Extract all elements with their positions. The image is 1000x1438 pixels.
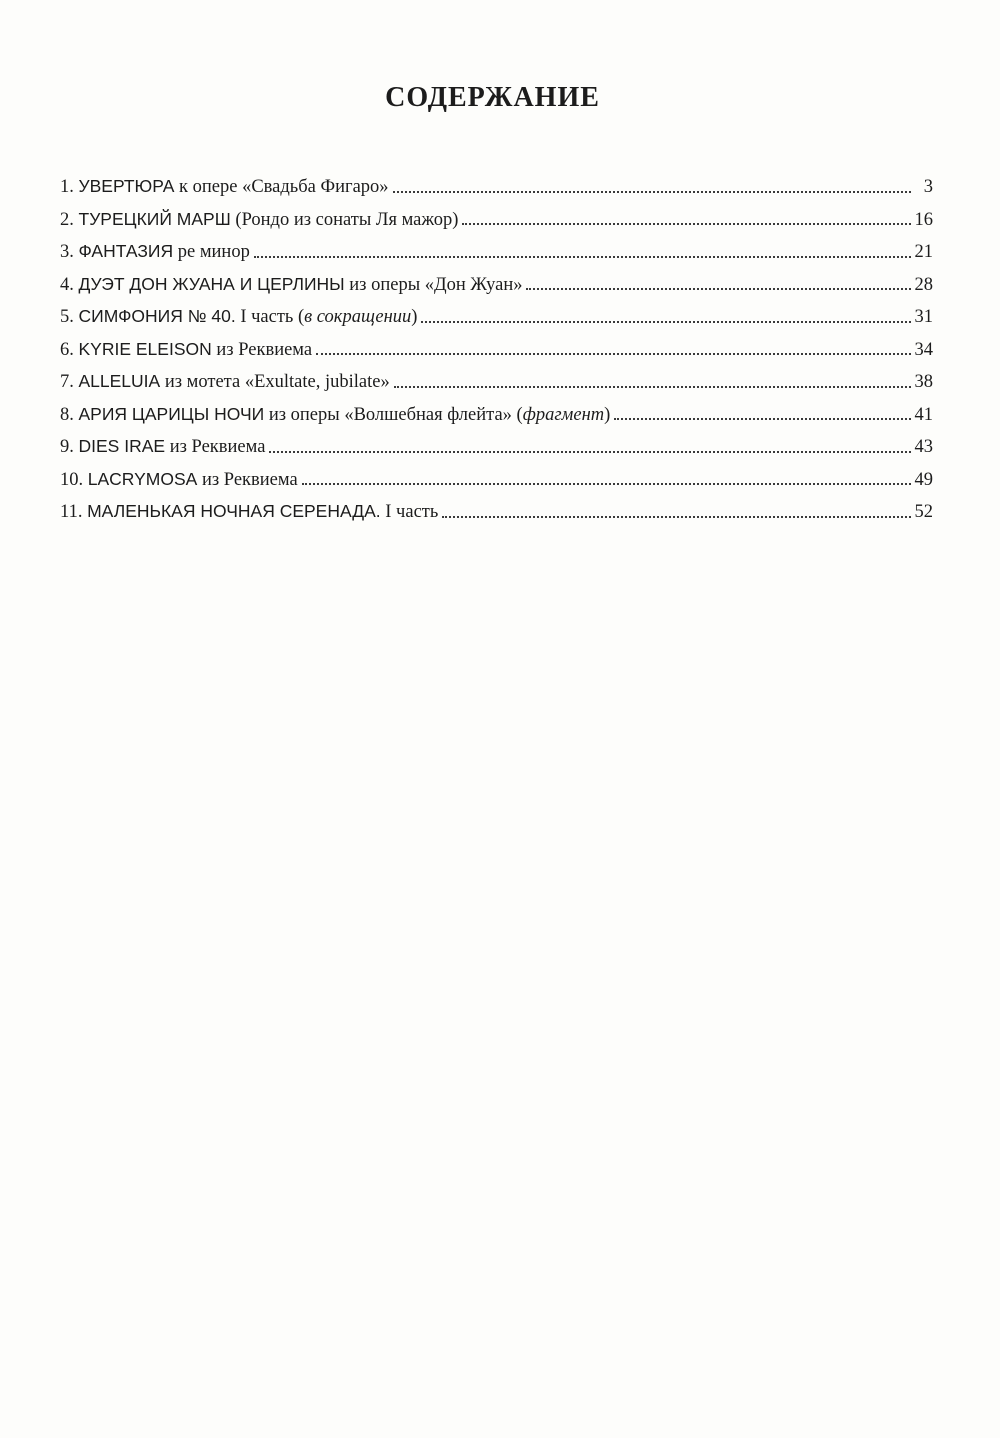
entry-number: 1. <box>60 177 74 197</box>
entry-subtitle: из мотета «Exultate, jubilate» <box>160 372 390 392</box>
entry-number: 11. <box>60 502 83 522</box>
entry-number: 6. <box>60 339 74 360</box>
entry-subtitle: из оперы «Волшебная флейта» ( <box>264 404 523 425</box>
toc-entry-text <box>60 270 522 299</box>
toc-entry <box>60 465 933 498</box>
page-title: СОДЕРЖАНИЕ <box>385 82 600 113</box>
entry-number: 2. <box>60 209 74 230</box>
entry-number: 4. <box>60 274 74 295</box>
dot-leader <box>421 321 910 323</box>
entry-page-number: 41 <box>914 404 933 425</box>
toc-entry-text <box>60 497 438 526</box>
entry-subtitle-italic: фрагмент <box>522 404 605 425</box>
entry-title: УВЕРТЮРА <box>78 176 175 196</box>
dot-leader <box>394 386 911 388</box>
toc-entry-text <box>60 302 417 331</box>
entry-number: 8. <box>60 404 74 425</box>
toc-entry <box>60 237 933 270</box>
entry-title: ТУРЕЦКИЙ МАРШ <box>78 208 231 229</box>
entry-page-number: 31 <box>914 307 933 327</box>
toc-entry <box>60 302 933 335</box>
toc-entry-text <box>60 335 312 364</box>
dot-leader <box>526 288 910 290</box>
toc-entry <box>60 205 933 238</box>
entry-subtitle-italic: в сокращении <box>304 307 412 327</box>
entry-title: DIES IRAE <box>78 436 166 456</box>
dot-leader <box>393 191 911 193</box>
toc-entry <box>60 367 933 400</box>
entry-number: 9. <box>60 437 74 457</box>
entry-number: 7. <box>60 372 74 392</box>
entry-number: 3. <box>60 242 74 262</box>
table-of-contents <box>60 172 933 530</box>
entry-number: 5. <box>60 307 74 327</box>
entry-page-number: 16 <box>914 209 933 230</box>
toc-entry-text <box>60 400 610 429</box>
dot-leader <box>462 223 910 225</box>
dot-leader <box>442 516 910 518</box>
entry-subtitle: I часть <box>380 502 439 522</box>
toc-entry-text <box>60 172 389 201</box>
entry-subtitle: ре минор <box>173 242 250 262</box>
entry-page-number: 21 <box>914 242 933 262</box>
entry-page-number: 52 <box>914 502 933 522</box>
dot-leader <box>316 353 910 355</box>
entry-page-number: 38 <box>914 372 933 392</box>
entry-subtitle: из Реквиема <box>165 437 266 457</box>
entry-page-number: 3 <box>923 177 933 197</box>
entry-title: ALLELUIA <box>78 371 161 391</box>
toc-entry <box>60 335 933 368</box>
entry-subtitle: из оперы «Дон Жуан» <box>344 274 523 295</box>
entry-subtitle: к опере «Свадьба Фигаро» <box>174 177 389 197</box>
toc-entry <box>60 172 933 205</box>
toc-entry-text <box>60 237 250 266</box>
toc-entry <box>60 270 933 303</box>
entry-page-number: 49 <box>914 469 933 490</box>
toc-entry <box>60 400 933 433</box>
toc-entry-text <box>60 432 265 461</box>
dot-leader <box>254 256 911 258</box>
entry-subtitle: I часть ( <box>235 307 305 327</box>
entry-title: ДУЭТ ДОН ЖУАНА И ЦЕРЛИНЫ <box>78 273 345 294</box>
entry-title: ФАНТАЗИЯ <box>78 241 174 261</box>
entry-subtitle-tail: ) <box>411 307 418 327</box>
entry-title: LACRYMOSA <box>87 468 198 489</box>
dot-leader <box>269 451 910 453</box>
entry-subtitle: из Реквиема <box>211 339 313 360</box>
entry-subtitle: из Реквиема <box>197 469 298 490</box>
entry-title: АРИЯ ЦАРИЦЫ НОЧИ <box>78 403 265 424</box>
entry-number: 10. <box>60 469 84 490</box>
toc-entry <box>60 497 933 530</box>
entry-title: KYRIE ELEISON <box>78 338 212 359</box>
toc-entry-text <box>60 465 298 494</box>
entry-title: СИМФОНИЯ № 40. <box>78 306 236 326</box>
dot-leader <box>302 483 911 485</box>
entry-subtitle-tail: ) <box>604 404 611 425</box>
entry-page-number: 43 <box>914 437 933 457</box>
entry-title: МАЛЕНЬКАЯ НОЧНАЯ СЕРЕНАДА. <box>87 501 381 521</box>
toc-entry <box>60 432 933 465</box>
dot-leader <box>614 418 910 420</box>
toc-entry-text <box>60 367 390 396</box>
entry-page-number: 34 <box>914 339 933 360</box>
toc-entry-text <box>60 205 458 234</box>
entry-subtitle: (Рондо из сонаты Ля мажор) <box>230 209 459 230</box>
entry-page-number: 28 <box>914 274 933 295</box>
